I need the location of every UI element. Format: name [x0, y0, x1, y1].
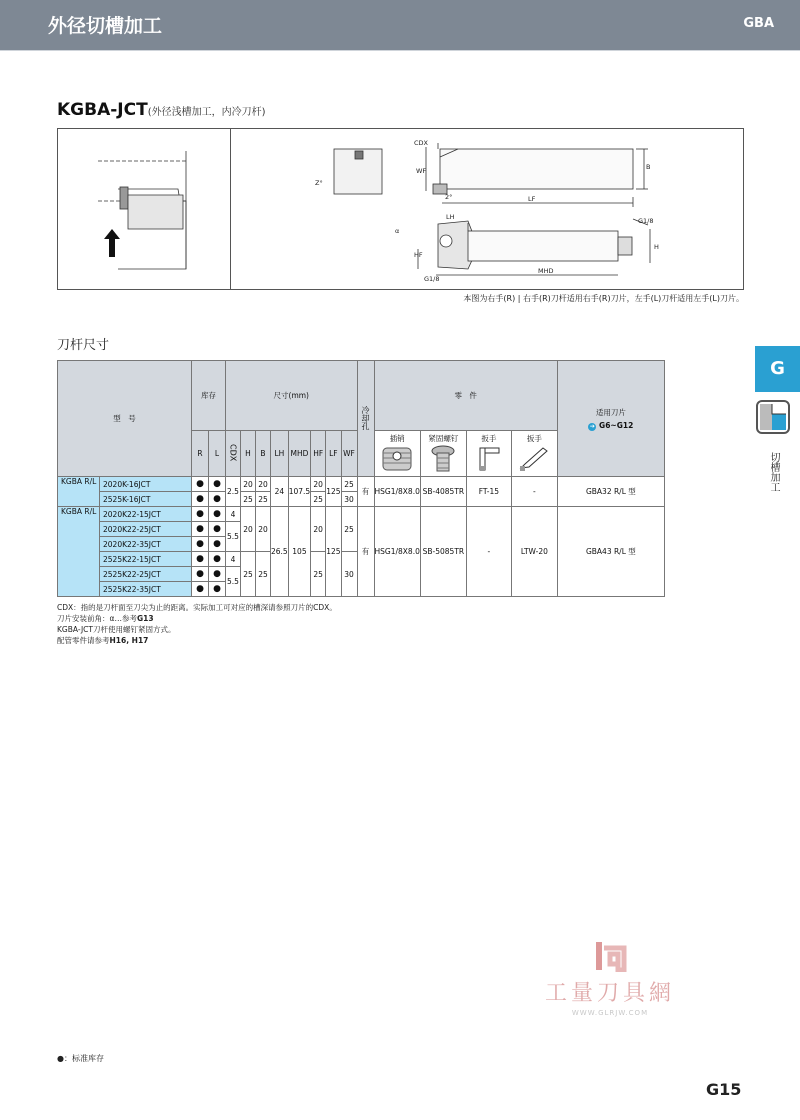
torx-key-icon [474, 444, 504, 474]
lf-cell: 125 [326, 477, 341, 507]
table-notes [57, 602, 337, 646]
th-wrench1 [466, 431, 511, 477]
watermark [535, 940, 685, 1017]
note-clamp: KGBA-JCT刀杆使用螺钉紧固方式。 [57, 625, 176, 634]
wrench2-label: 扳手 [526, 434, 542, 443]
page-number: G15 [706, 1080, 742, 1099]
screw-cell: SB-4085TR [420, 477, 466, 507]
b-cell: 20 [256, 507, 271, 552]
wf-cell: 30 [341, 492, 357, 507]
cdx-cell: 5.5 [226, 522, 241, 552]
watermark-text: 工量刀具網 [544, 981, 675, 1006]
th-wf: WF [341, 431, 357, 477]
lh-cell: 24 [271, 477, 289, 507]
h-cell: 25 [241, 492, 256, 507]
label-h: H [654, 243, 659, 251]
th-lf: LF [326, 431, 341, 477]
note-piping-text: 配管零件请参考 [57, 636, 110, 645]
hf-cell: 20 [311, 477, 326, 492]
cdx-cell: 4 [226, 507, 241, 522]
arrow-right-icon: ➔ [589, 422, 595, 430]
hf-cell: 25 [311, 552, 326, 597]
label-b: B [646, 163, 651, 171]
series-kgba-22: KGBA R/L [58, 507, 100, 597]
series-code: GBA [743, 16, 774, 31]
label-g18-bottom: G1/8 [424, 275, 440, 283]
pin-cell: HSG1/8X8.0 [374, 507, 420, 597]
th-model: 型 号 [58, 361, 192, 477]
stock-l: ● [209, 537, 226, 552]
th-h: H [241, 431, 256, 477]
diagram-note: 本图为右手(R) | 右手(R)刀杆适用右手(R)刀片，左手(L)刀杆适用左手(L)刀片。 [463, 294, 744, 303]
th-b: B [256, 431, 271, 477]
mhd-cell: 105 [288, 507, 310, 597]
stock-r: ● [192, 477, 209, 492]
cdx-label: CDX [228, 443, 238, 462]
th-cdx [226, 431, 241, 477]
watermark-url: WWW.GLRJW.COM [571, 1009, 649, 1017]
lf-cell: 125 [326, 507, 341, 597]
label-mhd: MHD [538, 267, 554, 275]
wf-cell: 30 [341, 552, 357, 597]
lh-cell: 26.5 [271, 507, 289, 597]
coolant-label: 冷却孔 [361, 405, 371, 430]
model-2020k22-35jct: 2020K22-35JCT [100, 537, 192, 552]
cdx-cell: 4 [226, 552, 241, 567]
h-cell: 20 [241, 477, 256, 492]
wrench1-label: 扳手 [481, 434, 497, 443]
wrench1-cell: - [466, 507, 511, 597]
th-parts: 零 件 [374, 361, 557, 431]
stock-l: ● [209, 507, 226, 522]
watermark-logo [592, 940, 628, 972]
note-rake-ref: G13 [136, 614, 154, 623]
model-2525k22-15jct: 2525K22-15JCT [100, 552, 192, 567]
stock-l: ● [209, 477, 226, 492]
h-cell: 25 [241, 552, 256, 597]
screw-icon [428, 444, 458, 474]
stock-r: ● [192, 492, 209, 507]
product-title [57, 100, 266, 120]
screw-cell: SB-5085TR [420, 507, 466, 597]
label-alpha: α [395, 227, 400, 235]
model-2525k-16jct: 2525K-16JCT [100, 492, 192, 507]
cdx-cell: 5.5 [226, 567, 241, 597]
wrench1-cell: FT-15 [466, 477, 511, 507]
mhd-cell: 107.5 [288, 477, 310, 507]
stock-l: ● [209, 522, 226, 537]
product-subtitle: (外径浅槽加工，内冷刀杆) [147, 107, 266, 118]
th-r: R [192, 431, 209, 477]
section-title: 刀杆尺寸 [57, 338, 110, 353]
stock-r: ● [192, 567, 209, 582]
stock-legend: ●：标准库存 [57, 1054, 104, 1063]
screw-label: 紧固螺钉 [428, 434, 459, 443]
th-insert [557, 361, 664, 477]
series-kgba-16: KGBA R/L [58, 477, 100, 507]
model-2525k22-25jct: 2525K22-25JCT [100, 567, 192, 582]
stock-r: ● [192, 537, 209, 552]
th-stock: 库存 [192, 361, 226, 431]
pin-icon [380, 444, 414, 474]
th-screw [420, 431, 466, 477]
model-2525k22-35jct: 2525K22-35JCT [100, 582, 192, 597]
insert-ref-label: G6~G12 [599, 420, 634, 430]
label-cdx: CDX [414, 139, 428, 147]
th-hf: HF [311, 431, 326, 477]
th-mhd: MHD [288, 431, 310, 477]
stock-r: ● [192, 582, 209, 597]
stock-l: ● [209, 582, 226, 597]
label-wf: WF [416, 167, 427, 175]
label-lh: LH [446, 213, 455, 221]
b-cell: 25 [256, 492, 271, 507]
stock-l: ● [209, 552, 226, 567]
stock-r: ● [192, 552, 209, 567]
coolant-cell: 有 [357, 507, 374, 597]
grooving-shape [758, 402, 788, 432]
note-piping-ref: H16, H17 [109, 636, 149, 645]
model-2020k22-15jct: 2020K22-15JCT [100, 507, 192, 522]
note-rake [57, 613, 337, 624]
grooving-icon [756, 400, 790, 434]
insert-cell: GBA32 R/L 型 [557, 477, 664, 507]
label-2deg: 2° [445, 193, 453, 201]
hf-cell: 20 [311, 507, 326, 552]
model-2020k-16jct: 2020K-16JCT [100, 477, 192, 492]
stock-l: ● [209, 567, 226, 582]
insert-cell: GBA43 R/L 型 [557, 507, 664, 597]
coolant-cell: 有 [357, 477, 374, 507]
b-cell: 20 [256, 477, 271, 492]
page-header [0, 0, 800, 50]
stock-r: ● [192, 507, 209, 522]
th-wrench2 [511, 431, 557, 477]
label-hf: HF [414, 251, 423, 259]
cdx-cell: 2.5 [226, 477, 241, 507]
label-lf: LF [528, 195, 536, 203]
chapter-tab: G [755, 346, 800, 392]
h-cell: 20 [241, 507, 256, 552]
stock-l: ● [209, 492, 226, 507]
arrow-icon [104, 229, 120, 257]
pin-cell: HSG1/8X8.0 [374, 477, 420, 507]
note-piping [57, 635, 337, 646]
th-l: L [209, 431, 226, 477]
model-2020k22-25jct: 2020K22-25JCT [100, 522, 192, 537]
header-divider [0, 50, 800, 51]
label-g18-top: G1/8 [638, 217, 654, 225]
label-z: Z° [315, 179, 323, 187]
hf-cell: 25 [311, 492, 326, 507]
wf-cell: 25 [341, 507, 357, 552]
th-coolant [357, 361, 374, 477]
wrench2-cell: LTW-20 [511, 507, 557, 597]
insert-ref [558, 421, 664, 431]
th-pin [374, 431, 420, 477]
note-cdx: CDX：指的是刀杆面至刀尖为止的距离。实际加工可对应的槽深请参照刀片的CDX。 [57, 603, 337, 612]
page-title: 外径切槽加工 [48, 15, 163, 37]
product-name: KGBA-JCT [57, 100, 148, 120]
wf-cell: 25 [341, 477, 357, 492]
stock-r: ● [192, 522, 209, 537]
th-dims: 尺寸(mm) [226, 361, 358, 431]
note-rake-text: 刀片安装前角：α…参考 [57, 614, 137, 623]
th-lh: LH [271, 431, 289, 477]
hex-key-icon [517, 444, 551, 474]
insert-label: 适用刀片 [595, 407, 626, 417]
tool-diagram [57, 128, 744, 290]
pin-label: 插销 [389, 434, 405, 443]
b-cell: 25 [256, 552, 271, 597]
chapter-label: 切槽加工 [768, 452, 779, 492]
wrench2-cell: - [511, 477, 557, 507]
holder-dimension-table [57, 360, 665, 597]
holder-drawing [58, 129, 745, 291]
